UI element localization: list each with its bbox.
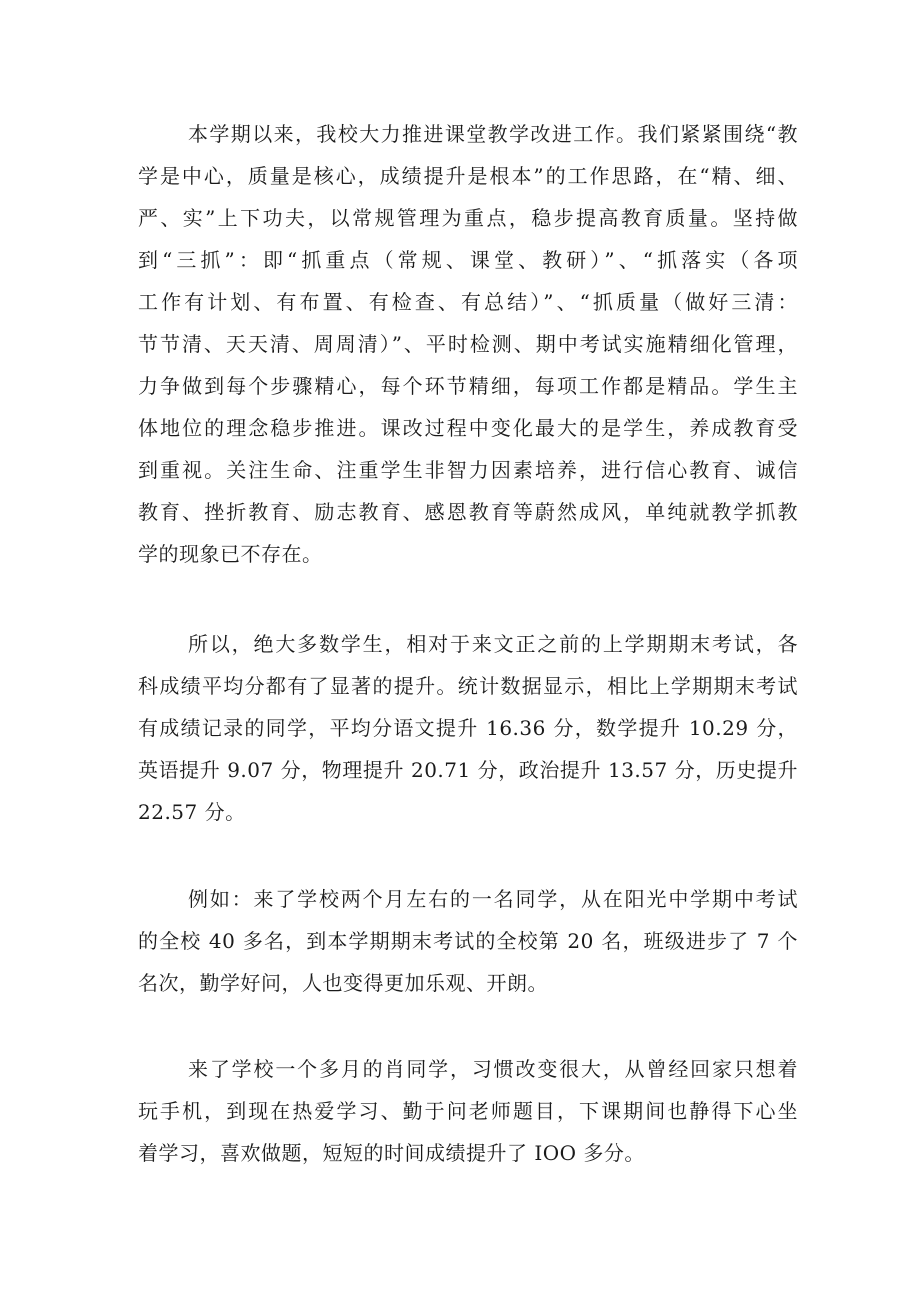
text-line: 本学期以来，我校大力推进课堂教学改进工作。我们紧紧围绕“教 (188, 122, 798, 146)
text-line: 所以，绝大多数学生，相对于来文正之前的上学期期末考试，各 (188, 632, 798, 656)
text-line: 严、实”上下功夫，以常规管理为重点，稳步提高教育质量。坚持做 (138, 206, 798, 230)
text-line: 节节清、天天清、周周清）”、平时检测、期中考试实施精细化管理， (138, 332, 798, 356)
text-line: 有成绩记录的同学，平均分语文提升 16.36 分，数学提升 10.29 分， (138, 716, 798, 740)
text-line: 例如：来了学校两个月左右的一名同学，从在阳光中学期中考试 (188, 887, 798, 911)
text-line: 学是中心，质量是核心，成绩提升是根本”的工作思路，在“精、细、 (138, 164, 798, 188)
text-line: 力争做到每个步骤精心，每个环节精细，每项工作都是精品。学生主 (138, 374, 798, 398)
text-line: 英语提升 9.07 分，物理提升 20.71 分，政治提升 13.57 分，历史提升 (138, 758, 798, 782)
text-line: 名次，勤学好问，人也变得更加乐观、开朗。 (138, 971, 548, 995)
text-line: 体地位的理念稳步推进。课改过程中变化最大的是学生，养成教育受 (138, 416, 798, 440)
text-line: 学的现象已不存在。 (138, 542, 323, 566)
text-line: 的全校 40 多名，到本学期期末考试的全校第 20 名，班级进步了 7 个 (138, 929, 798, 953)
text-line: 到“三抓”：即“抓重点（常规、课堂、教研）”、“抓落实（各项 (138, 248, 798, 272)
paragraph-3 (138, 878, 798, 1004)
text-line: 科成绩平均分都有了显著的提升。统计数据显示，相比上学期期末考试 (138, 674, 798, 698)
text-line: 着学习，喜欢做题，短短的时间成绩提升了 IOO 多分。 (138, 1141, 645, 1165)
paragraph-2 (138, 623, 798, 833)
text-line: 到重视。关注生命、注重学生非智力因素培养，进行信心教育、诚信 (138, 458, 798, 482)
text-line: 教育、挫折教育、励志教育、感恩教育等蔚然成风，单纯就教学抓教 (138, 500, 798, 524)
paragraph-4 (138, 1048, 798, 1174)
text-line: 来了学校一个多月的肖同学，习惯改变很大，从曾经回家只想着 (188, 1057, 798, 1081)
paragraph-1 (138, 113, 798, 575)
text-line: 22.57 分。 (138, 800, 246, 824)
text-line: 工作有计划、有布置、有检查、有总结）”、“抓质量（做好三清： (138, 290, 798, 314)
text-line: 玩手机，到现在热爱学习、勤于问老师题目，下课期间也静得下心坐 (138, 1099, 798, 1123)
